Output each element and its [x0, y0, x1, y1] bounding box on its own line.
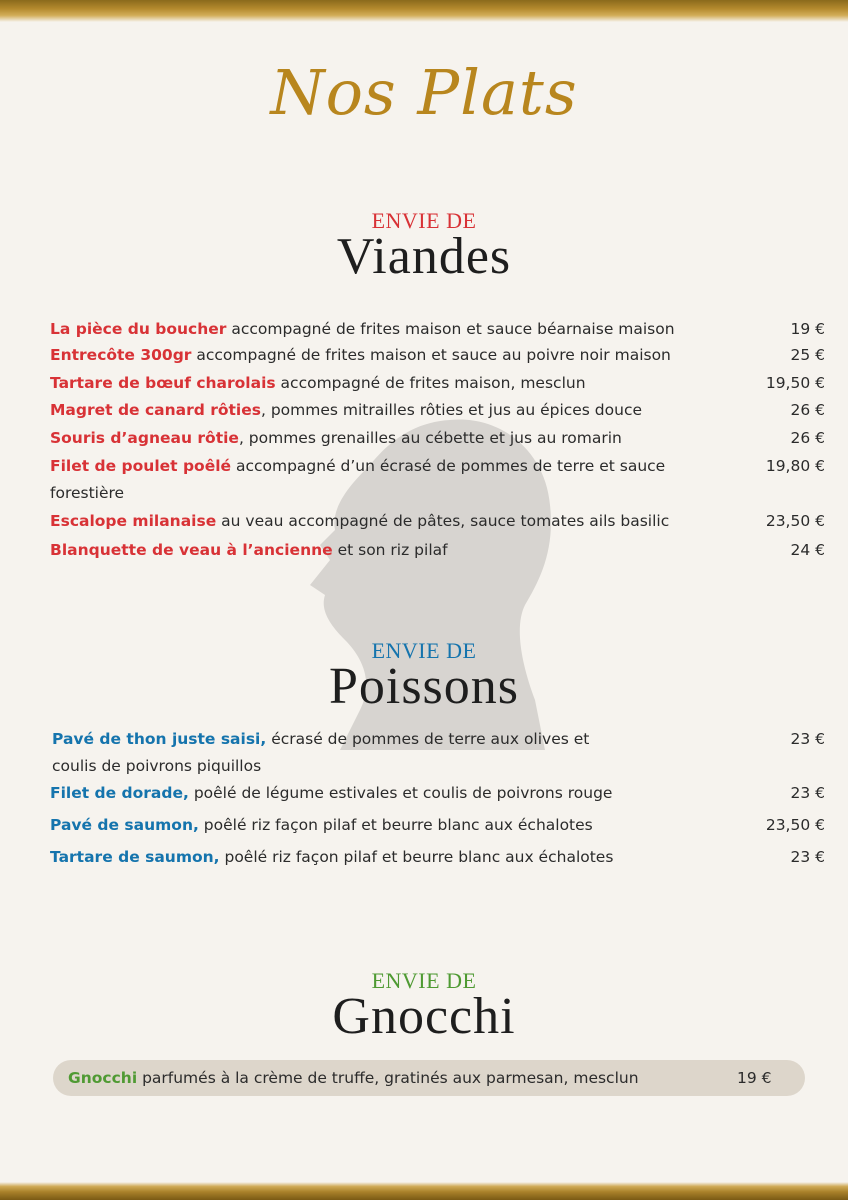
menu-item — [50, 780, 825, 807]
dish-name: Pavé de saumon, — [50, 816, 199, 834]
dish-description: poêlé riz façon pilaf et beurre blanc aux échalotes — [198, 816, 593, 834]
section-heading: Poissons — [328, 658, 520, 715]
dish-name: Magret de canard rôties — [50, 401, 261, 419]
dish-text — [52, 726, 632, 780]
dish-description: écrasé de pommes de terre aux olives et coulis de poivrons piquillos — [52, 730, 590, 775]
dish-description: parfumés à la crème de truffe, gratinés aux parmesan, mesclun — [137, 1069, 639, 1087]
dish-name: Souris d’agneau rôtie — [50, 429, 239, 447]
dish-name: Gnocchi — [68, 1069, 138, 1087]
section-header-gnocchi — [0, 968, 848, 1045]
menu-item — [50, 425, 825, 452]
menu-item — [50, 453, 825, 507]
gnocchi-item-bar — [53, 1060, 805, 1096]
dish-name: Entrecôte 300gr — [50, 346, 192, 364]
dish-price: 26 € — [790, 429, 825, 447]
dish-description: , pommes mitrailles rôties et jus au épices douce — [260, 401, 643, 419]
dish-description: accompagné de frites maison, mesclun — [275, 374, 586, 392]
menu-item — [50, 812, 825, 839]
dish-name: Filet de poulet poêlé — [50, 457, 232, 475]
menu-item — [52, 726, 825, 780]
dish-description: poêlé de légume estivales et coulis de poivrons rouge — [188, 784, 613, 802]
dish-price: 19,80 € — [765, 457, 825, 475]
section-kicker: ENVIE DE — [371, 968, 477, 993]
dish-name: Tartare de bœuf charolais — [50, 374, 276, 392]
section-header-poissons — [0, 638, 848, 715]
dish-price: 23 € — [790, 784, 825, 802]
dish-price: 19 € — [790, 320, 825, 338]
dish-price: 24 € — [790, 541, 825, 559]
dish-name: Tartare de saumon, — [50, 848, 220, 866]
top-gold-border — [0, 0, 848, 22]
dish-text — [68, 1060, 639, 1096]
section-heading: Viandes — [336, 228, 512, 285]
menu-item — [50, 537, 825, 564]
dish-price: 23,50 € — [765, 816, 825, 834]
dish-description: , pommes grenailles au cébette et jus au romarin — [238, 429, 622, 447]
menu-item — [50, 397, 825, 424]
page-title: Nos Plats — [270, 56, 578, 129]
bottom-gold-border — [0, 1182, 848, 1200]
menu-item — [50, 844, 825, 871]
menu-item — [50, 342, 825, 369]
section-header-viandes — [0, 208, 848, 285]
dish-description: accompagné de frites maison et sauce béarnaise maison — [226, 320, 675, 338]
dish-name: Blanquette de veau à l’ancienne — [50, 541, 333, 559]
menu-item — [50, 508, 825, 535]
dish-price: 26 € — [790, 401, 825, 419]
dish-name: Filet de dorade, — [50, 784, 189, 802]
dish-price: 23,50 € — [765, 512, 825, 530]
dish-price: 23 € — [790, 730, 825, 748]
menu-item — [50, 370, 825, 397]
dish-price: 19 € — [737, 1069, 772, 1087]
section-kicker: ENVIE DE — [371, 638, 477, 663]
dish-description: et son riz pilaf — [332, 541, 448, 559]
dish-description: accompagné de frites maison et sauce au poivre noir maison — [191, 346, 671, 364]
section-kicker: ENVIE DE — [371, 208, 477, 233]
dish-price: 23 € — [790, 848, 825, 866]
dish-name: Escalope milanaise — [50, 512, 217, 530]
dish-description: accompagné d’un écrasé de pommes de terre et sauce forestière — [50, 457, 666, 502]
dish-price: 25 € — [790, 346, 825, 364]
dish-name: La pièce du boucher — [50, 320, 227, 338]
menu-item — [50, 316, 825, 343]
dish-name: Pavé de thon juste saisi, — [52, 730, 267, 748]
dish-description: poêlé riz façon pilaf et beurre blanc aux échalotes — [219, 848, 614, 866]
dish-price: 19,50 € — [765, 374, 825, 392]
section-heading: Gnocchi — [332, 988, 516, 1045]
dish-text — [50, 453, 690, 507]
dish-description: au veau accompagné de pâtes, sauce tomates ails basilic — [216, 512, 670, 530]
